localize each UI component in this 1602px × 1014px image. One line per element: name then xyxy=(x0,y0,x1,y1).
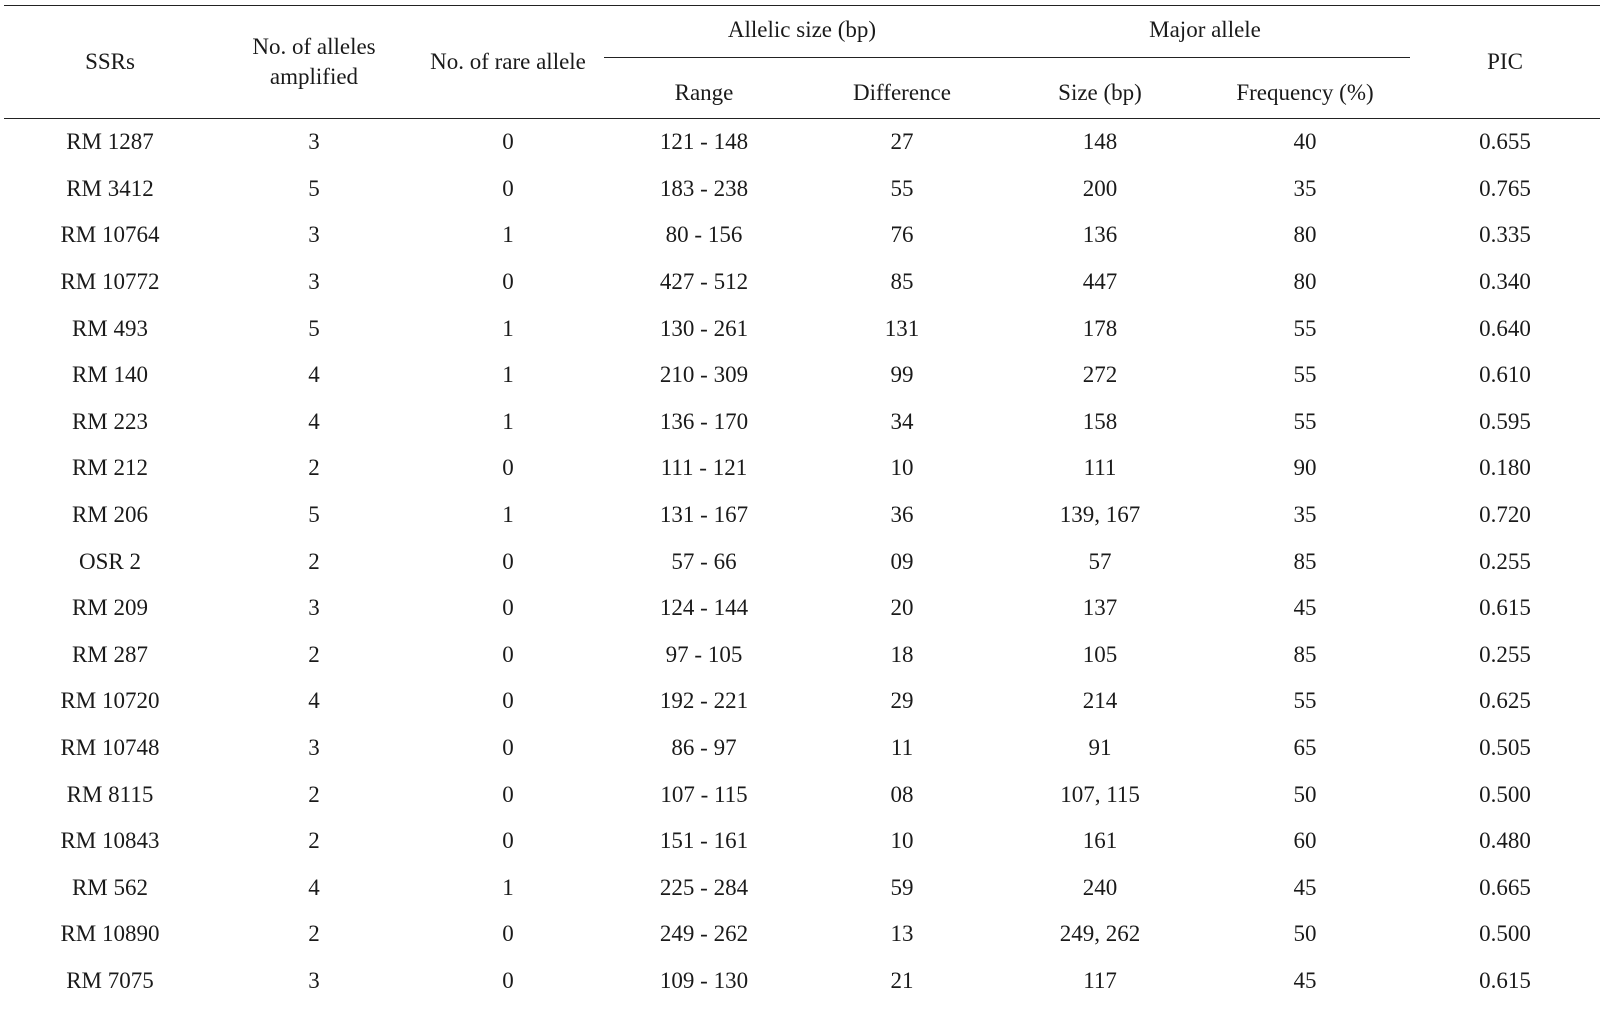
cell-alleles-amplified: 3 xyxy=(308,129,320,155)
table-header xyxy=(4,6,1600,119)
cell-pic: 0.500 xyxy=(1479,781,1531,807)
cell-frequency: 50 xyxy=(1293,781,1317,807)
cell-alleles-amplified: 4 xyxy=(308,408,320,434)
cell-difference: 21 xyxy=(890,967,914,993)
table-row xyxy=(4,538,1600,585)
cell-pic: 0.615 xyxy=(1479,967,1531,993)
table-row xyxy=(4,445,1600,492)
table-row xyxy=(4,119,1600,166)
cell-range: 192 - 221 xyxy=(659,688,749,714)
cell-pic: 0.255 xyxy=(1479,548,1531,574)
cell-ssr: RM 10843 xyxy=(60,828,160,854)
cell-alleles-amplified: 2 xyxy=(308,828,320,854)
cell-range: 109 - 130 xyxy=(659,967,749,993)
cell-range: 136 - 170 xyxy=(659,408,749,434)
cell-pic: 0.505 xyxy=(1479,735,1531,761)
cell-ssr: RM 3412 xyxy=(66,175,154,201)
cell-range: 225 - 284 xyxy=(659,874,749,900)
table-row xyxy=(4,352,1600,399)
cell-rare-allele: 0 xyxy=(502,548,514,574)
cell-difference: 10 xyxy=(890,828,914,854)
cell-alleles-amplified: 2 xyxy=(308,781,320,807)
header-frequency: Frequency (%) xyxy=(1200,68,1410,119)
cell-pic: 0.480 xyxy=(1479,828,1531,854)
cell-alleles-amplified: 2 xyxy=(308,641,320,667)
cell-size: 107, 115 xyxy=(1060,781,1140,807)
cell-frequency: 45 xyxy=(1293,595,1317,621)
cell-frequency: 90 xyxy=(1293,455,1317,481)
cell-pic: 0.500 xyxy=(1479,921,1531,947)
cell-ssr: RM 140 xyxy=(71,362,149,388)
table-row xyxy=(4,678,1600,725)
cell-range: 427 - 512 xyxy=(659,269,749,295)
cell-frequency: 40 xyxy=(1293,129,1317,155)
cell-difference: 55 xyxy=(890,175,914,201)
cell-frequency: 45 xyxy=(1293,874,1317,900)
cell-pic: 0.720 xyxy=(1479,502,1531,528)
header-size: Size (bp) xyxy=(1000,68,1200,119)
cell-difference: 09 xyxy=(890,548,914,574)
header-group-major-allele xyxy=(1000,6,1410,69)
cell-frequency: 60 xyxy=(1293,828,1317,854)
cell-size: 139, 167 xyxy=(1059,502,1141,528)
cell-frequency: 80 xyxy=(1293,222,1317,248)
header-major-allele-rule xyxy=(1000,57,1410,58)
cell-pic: 0.765 xyxy=(1479,175,1531,201)
cell-alleles-amplified: 2 xyxy=(308,921,320,947)
cell-range: 111 - 121 xyxy=(660,455,748,481)
cell-rare-allele: 0 xyxy=(502,129,514,155)
table-row xyxy=(4,305,1600,352)
table-row xyxy=(4,259,1600,306)
cell-size: 148 xyxy=(1082,129,1118,155)
cell-rare-allele: 0 xyxy=(502,688,514,714)
cell-range: 107 - 115 xyxy=(660,781,748,807)
cell-ssr: RM 10764 xyxy=(60,222,160,248)
cell-ssr: RM 206 xyxy=(71,502,149,528)
cell-size: 57 xyxy=(1088,548,1112,574)
cell-frequency: 85 xyxy=(1293,641,1317,667)
header-allelic-size-rule xyxy=(604,57,1000,58)
cell-size: 214 xyxy=(1082,688,1118,714)
cell-rare-allele: 0 xyxy=(502,455,514,481)
cell-difference: 13 xyxy=(890,921,914,947)
cell-difference: 85 xyxy=(890,269,914,295)
table-row xyxy=(4,399,1600,446)
cell-pic: 0.655 xyxy=(1479,129,1531,155)
cell-frequency: 80 xyxy=(1293,269,1317,295)
header-group-allelic-size xyxy=(604,6,1000,69)
table-row xyxy=(4,492,1600,539)
cell-size: 249, 262 xyxy=(1059,921,1141,947)
table-row xyxy=(4,212,1600,259)
cell-rare-allele: 1 xyxy=(502,874,514,900)
cell-rare-allele: 1 xyxy=(502,502,514,528)
cell-difference: 59 xyxy=(890,874,914,900)
cell-frequency: 35 xyxy=(1293,502,1317,528)
cell-difference: 131 xyxy=(884,315,920,341)
cell-rare-allele: 0 xyxy=(502,735,514,761)
cell-difference: 36 xyxy=(890,502,914,528)
cell-ssr: RM 8115 xyxy=(66,781,154,807)
cell-frequency: 55 xyxy=(1293,315,1317,341)
header-allelic-size-label: Allelic size (bp) xyxy=(727,17,877,42)
cell-range: 183 - 238 xyxy=(659,175,749,201)
cell-size: 200 xyxy=(1082,175,1118,201)
cell-difference: 99 xyxy=(890,362,914,388)
cell-size: 91 xyxy=(1088,735,1112,761)
cell-alleles-amplified: 4 xyxy=(308,362,320,388)
table-body xyxy=(4,119,1600,1005)
cell-range: 130 - 261 xyxy=(659,315,749,341)
cell-difference: 11 xyxy=(890,735,914,761)
cell-alleles-amplified: 3 xyxy=(308,269,320,295)
cell-frequency: 55 xyxy=(1293,688,1317,714)
cell-frequency: 55 xyxy=(1293,408,1317,434)
cell-pic: 0.335 xyxy=(1479,222,1531,248)
cell-size: 111 xyxy=(1083,455,1117,481)
cell-rare-allele: 0 xyxy=(502,175,514,201)
cell-alleles-amplified: 2 xyxy=(308,455,320,481)
cell-frequency: 45 xyxy=(1293,967,1317,993)
cell-difference: 10 xyxy=(890,455,914,481)
cell-ssr: RM 10890 xyxy=(60,921,160,947)
cell-rare-allele: 0 xyxy=(502,967,514,993)
cell-ssr: RM 1287 xyxy=(66,129,154,155)
cell-pic: 0.610 xyxy=(1479,362,1531,388)
cell-pic: 0.255 xyxy=(1479,641,1531,667)
cell-rare-allele: 0 xyxy=(502,269,514,295)
cell-size: 158 xyxy=(1082,408,1118,434)
header-difference: Difference xyxy=(804,68,1000,119)
cell-range: 124 - 144 xyxy=(659,595,749,621)
cell-difference: 08 xyxy=(890,781,914,807)
cell-pic: 0.340 xyxy=(1479,269,1531,295)
cell-ssr: RM 223 xyxy=(71,408,149,434)
cell-range: 121 - 148 xyxy=(659,129,749,155)
cell-size: 178 xyxy=(1082,315,1118,341)
cell-rare-allele: 1 xyxy=(502,222,514,248)
cell-pic: 0.640 xyxy=(1479,315,1531,341)
cell-ssr: OSR 2 xyxy=(79,548,141,574)
cell-range: 210 - 309 xyxy=(659,362,749,388)
cell-alleles-amplified: 3 xyxy=(308,967,320,993)
cell-difference: 18 xyxy=(890,641,914,667)
cell-size: 161 xyxy=(1082,828,1118,854)
cell-ssr: RM 212 xyxy=(71,455,149,481)
cell-ssr: RM 10772 xyxy=(60,269,160,295)
cell-frequency: 65 xyxy=(1293,735,1317,761)
cell-ssr: RM 10748 xyxy=(60,735,160,761)
cell-alleles-amplified: 4 xyxy=(308,688,320,714)
cell-size: 105 xyxy=(1082,641,1118,667)
cell-difference: 27 xyxy=(890,129,914,155)
cell-size: 117 xyxy=(1083,967,1117,993)
cell-frequency: 50 xyxy=(1293,921,1317,947)
cell-size: 240 xyxy=(1082,874,1118,900)
cell-pic: 0.665 xyxy=(1479,874,1531,900)
table-row xyxy=(4,911,1600,958)
cell-alleles-amplified: 5 xyxy=(308,502,320,528)
cell-ssr: RM 10720 xyxy=(60,688,160,714)
cell-range: 57 - 66 xyxy=(671,548,737,574)
cell-alleles-amplified: 5 xyxy=(308,175,320,201)
cell-ssr: RM 287 xyxy=(71,641,149,667)
table-row xyxy=(4,585,1600,632)
cell-size: 272 xyxy=(1082,362,1118,388)
cell-pic: 0.615 xyxy=(1479,595,1531,621)
cell-ssr: RM 7075 xyxy=(66,967,154,993)
cell-rare-allele: 1 xyxy=(502,362,514,388)
cell-difference: 20 xyxy=(890,595,914,621)
cell-ssr: RM 562 xyxy=(71,874,149,900)
table-row xyxy=(4,771,1600,818)
cell-alleles-amplified: 4 xyxy=(308,874,320,900)
table-row xyxy=(4,958,1600,1005)
cell-rare-allele: 0 xyxy=(502,828,514,854)
cell-alleles-amplified: 3 xyxy=(308,595,320,621)
cell-range: 249 - 262 xyxy=(659,921,749,947)
header-pic: PIC xyxy=(1410,6,1600,119)
cell-rare-allele: 1 xyxy=(502,408,514,434)
header-alleles-amplified: No. of alleles amplified xyxy=(216,6,412,119)
ssr-allele-table xyxy=(4,5,1600,1004)
cell-rare-allele: 1 xyxy=(502,315,514,341)
header-major-allele-label: Major allele xyxy=(1149,17,1261,42)
cell-range: 151 - 161 xyxy=(659,828,749,854)
cell-range: 80 - 156 xyxy=(665,222,743,248)
cell-rare-allele: 0 xyxy=(502,595,514,621)
cell-frequency: 85 xyxy=(1293,548,1317,574)
cell-pic: 0.180 xyxy=(1479,455,1531,481)
cell-alleles-amplified: 5 xyxy=(308,315,320,341)
cell-difference: 29 xyxy=(890,688,914,714)
cell-frequency: 35 xyxy=(1293,175,1317,201)
cell-alleles-amplified: 2 xyxy=(308,548,320,574)
table-row xyxy=(4,725,1600,772)
header-range: Range xyxy=(604,68,804,119)
cell-rare-allele: 0 xyxy=(502,641,514,667)
cell-size: 136 xyxy=(1082,222,1118,248)
table-row xyxy=(4,818,1600,865)
cell-range: 86 - 97 xyxy=(671,735,737,761)
cell-pic: 0.595 xyxy=(1479,408,1531,434)
header-rare-allele: No. of rare allele xyxy=(412,6,604,119)
cell-ssr: RM 209 xyxy=(71,595,149,621)
cell-alleles-amplified: 3 xyxy=(308,222,320,248)
cell-difference: 76 xyxy=(890,222,914,248)
cell-difference: 34 xyxy=(890,408,914,434)
cell-rare-allele: 0 xyxy=(502,781,514,807)
cell-ssr: RM 493 xyxy=(71,315,149,341)
table-row xyxy=(4,632,1600,679)
table-row xyxy=(4,865,1600,912)
cell-rare-allele: 0 xyxy=(502,921,514,947)
cell-pic: 0.625 xyxy=(1479,688,1531,714)
header-ssrs: SSRs xyxy=(4,6,216,119)
cell-size: 447 xyxy=(1082,269,1118,295)
table-row xyxy=(4,166,1600,213)
cell-range: 131 - 167 xyxy=(659,502,749,528)
cell-range: 97 - 105 xyxy=(665,641,743,667)
cell-size: 137 xyxy=(1082,595,1118,621)
cell-alleles-amplified: 3 xyxy=(308,735,320,761)
cell-frequency: 55 xyxy=(1293,362,1317,388)
